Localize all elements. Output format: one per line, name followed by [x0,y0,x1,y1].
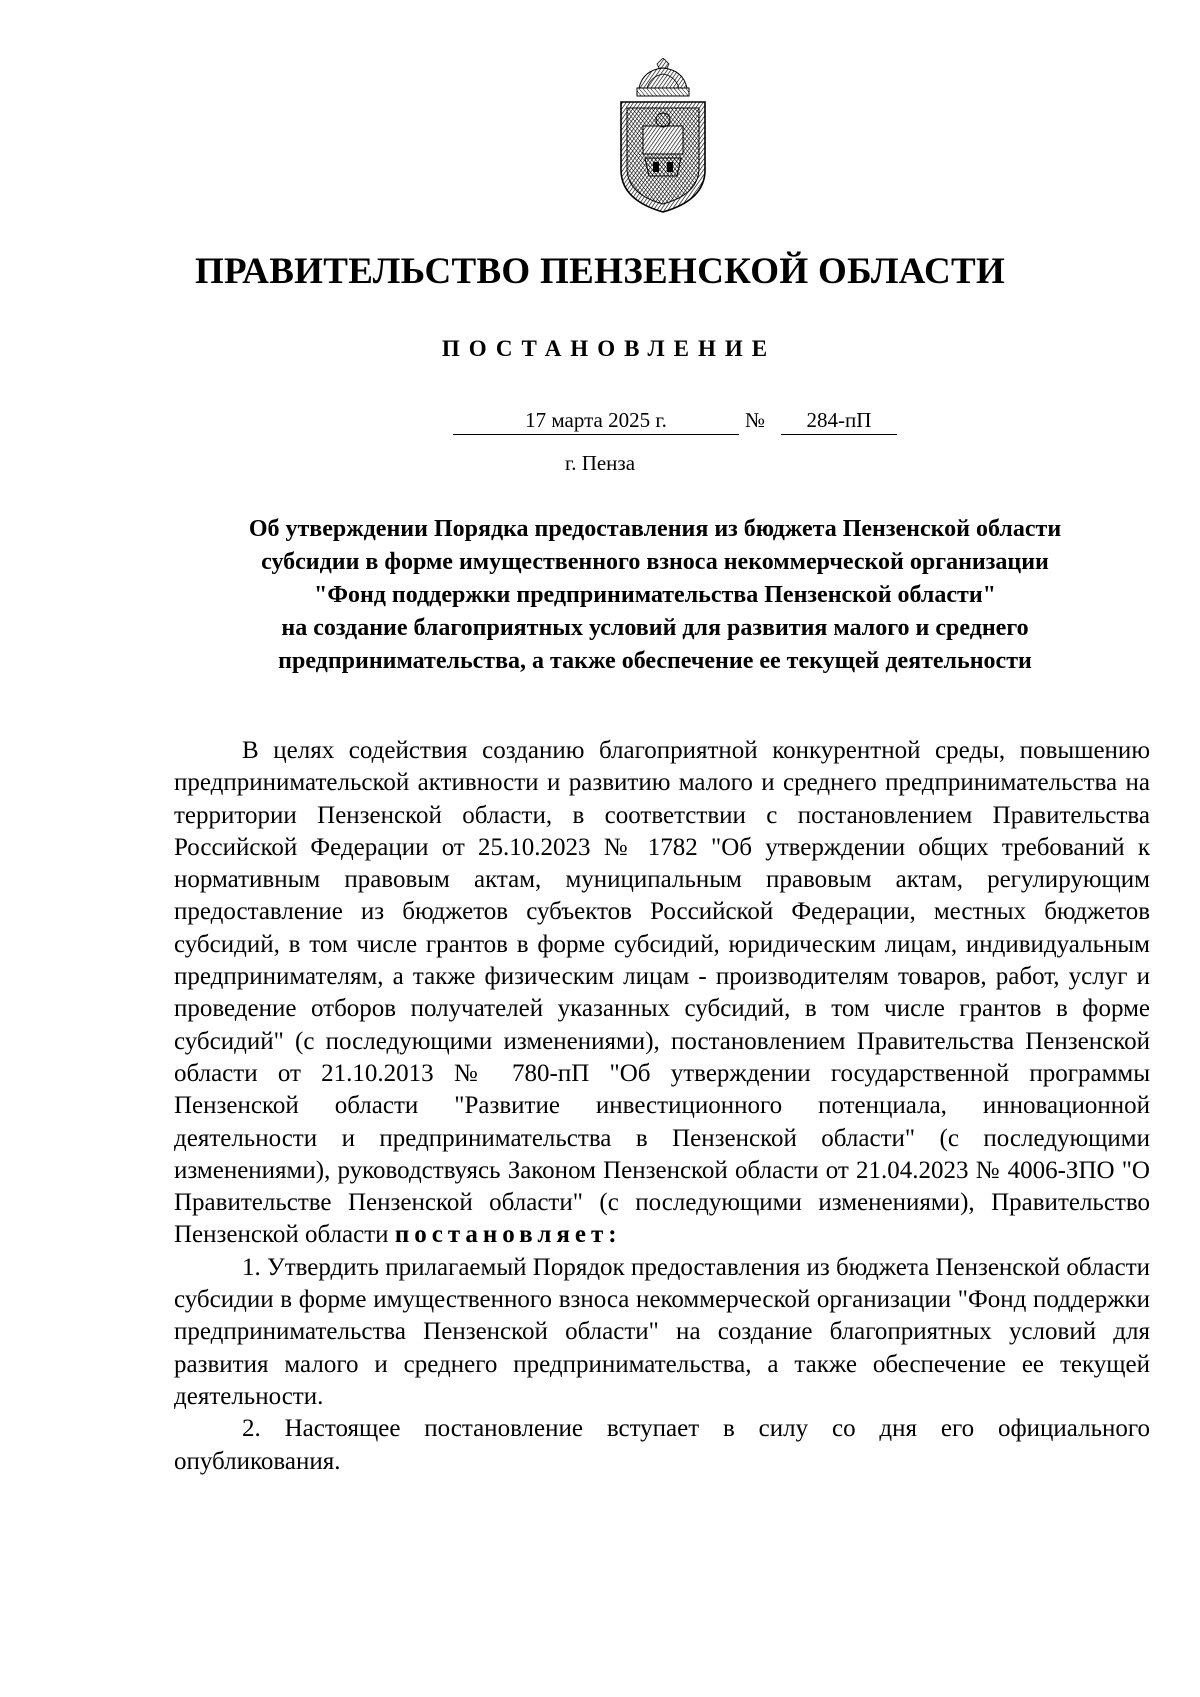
subject-line: на создание благоприятных условий для развития малого и среднего [281,615,1029,641]
document-date: 17 марта 2025 г. [453,408,739,435]
document-number: 284-пП [781,408,897,435]
government-name: ПРАВИТЕЛЬСТВО ПЕНЗЕНСКОЙ ОБЛАСТИ [194,251,1006,292]
subject-line: предпринимательства, а также обеспечение ее текущей деятельности [278,648,1032,674]
document-body [174,735,1150,1478]
document-subject [165,513,1145,678]
coat-of-arms-emblem-icon [613,58,713,218]
city: г. Пенза [564,451,636,475]
resolves-word: постановляет [394,1221,609,1249]
number-sign: № [745,408,766,432]
document-type: ПОСТАНОВЛЕНИЕ [441,336,777,361]
item-1-paragraph: 1. Утвердить прилагаемый Порядок предоставления из бюджета Пензенской области субсидии в форме имущественного взноса некоммерческой организации "Фонд поддержки предпринимательства Пензенской области" на создание благоприятных условий для развития малого и среднего предпринимательства, а также обеспечение ее текущей деятельности. [174,1253,1150,1410]
date-number-line [0,408,1200,442]
preamble-paragraph [174,735,1150,1252]
item-2-paragraph: 2. Настоящее постановление вступает в силу со дня его официального опубликования. [174,1415,1150,1475]
preamble-text: В целях содействия созданию благоприятной конкурентной среды, повышению предпринимательской активности и развитию малого и среднего предпринимательства на территории Пензенской области, в соответствии с постановлением Правительства Российской Федерации от 25.10.2023 № 1782 "Об утверждении общих требований к нормативным правовым актам, муниципальным правовым актам, регулирующим предоставление из бюджетов субъектов Российской Федерации, местных бюджетов субсидий, в том числе грантов в форме субсидий, юридическим лицам, индивидуальным предпринимателям, а также физическим лицам - производителям товаров, работ, услуг и проведение отборов получателей указанных субсидий, в том числе грантов в форме субсидий" (с последующими изменениями), постановлением Правительства Пензенской области от 21.10.2013 № 780-пП "Об утверждении государственной программы Пензенской области "Развитие инвестиционного потенциала, инновационной деятельности и предпринимательства в Пензенской области" (с последующими изменениями), руководствуясь Законом Пензенской области от 21.04.2023 № 4006-ЗПО "О Правительстве Пензенской области" (с последующими изменениями), Правительство Пензенской области [174,737,1150,1249]
subject-line: субсидии в форме имущественного взноса некоммерческой организации [261,549,1049,575]
subject-line: Об утверждении Порядка предоставления из бюджета Пензенской области [248,516,1062,542]
resolves-colon: : [608,1221,622,1249]
subject-line: "Фонд поддержки предпринимательства Пензенской области" [314,582,996,608]
